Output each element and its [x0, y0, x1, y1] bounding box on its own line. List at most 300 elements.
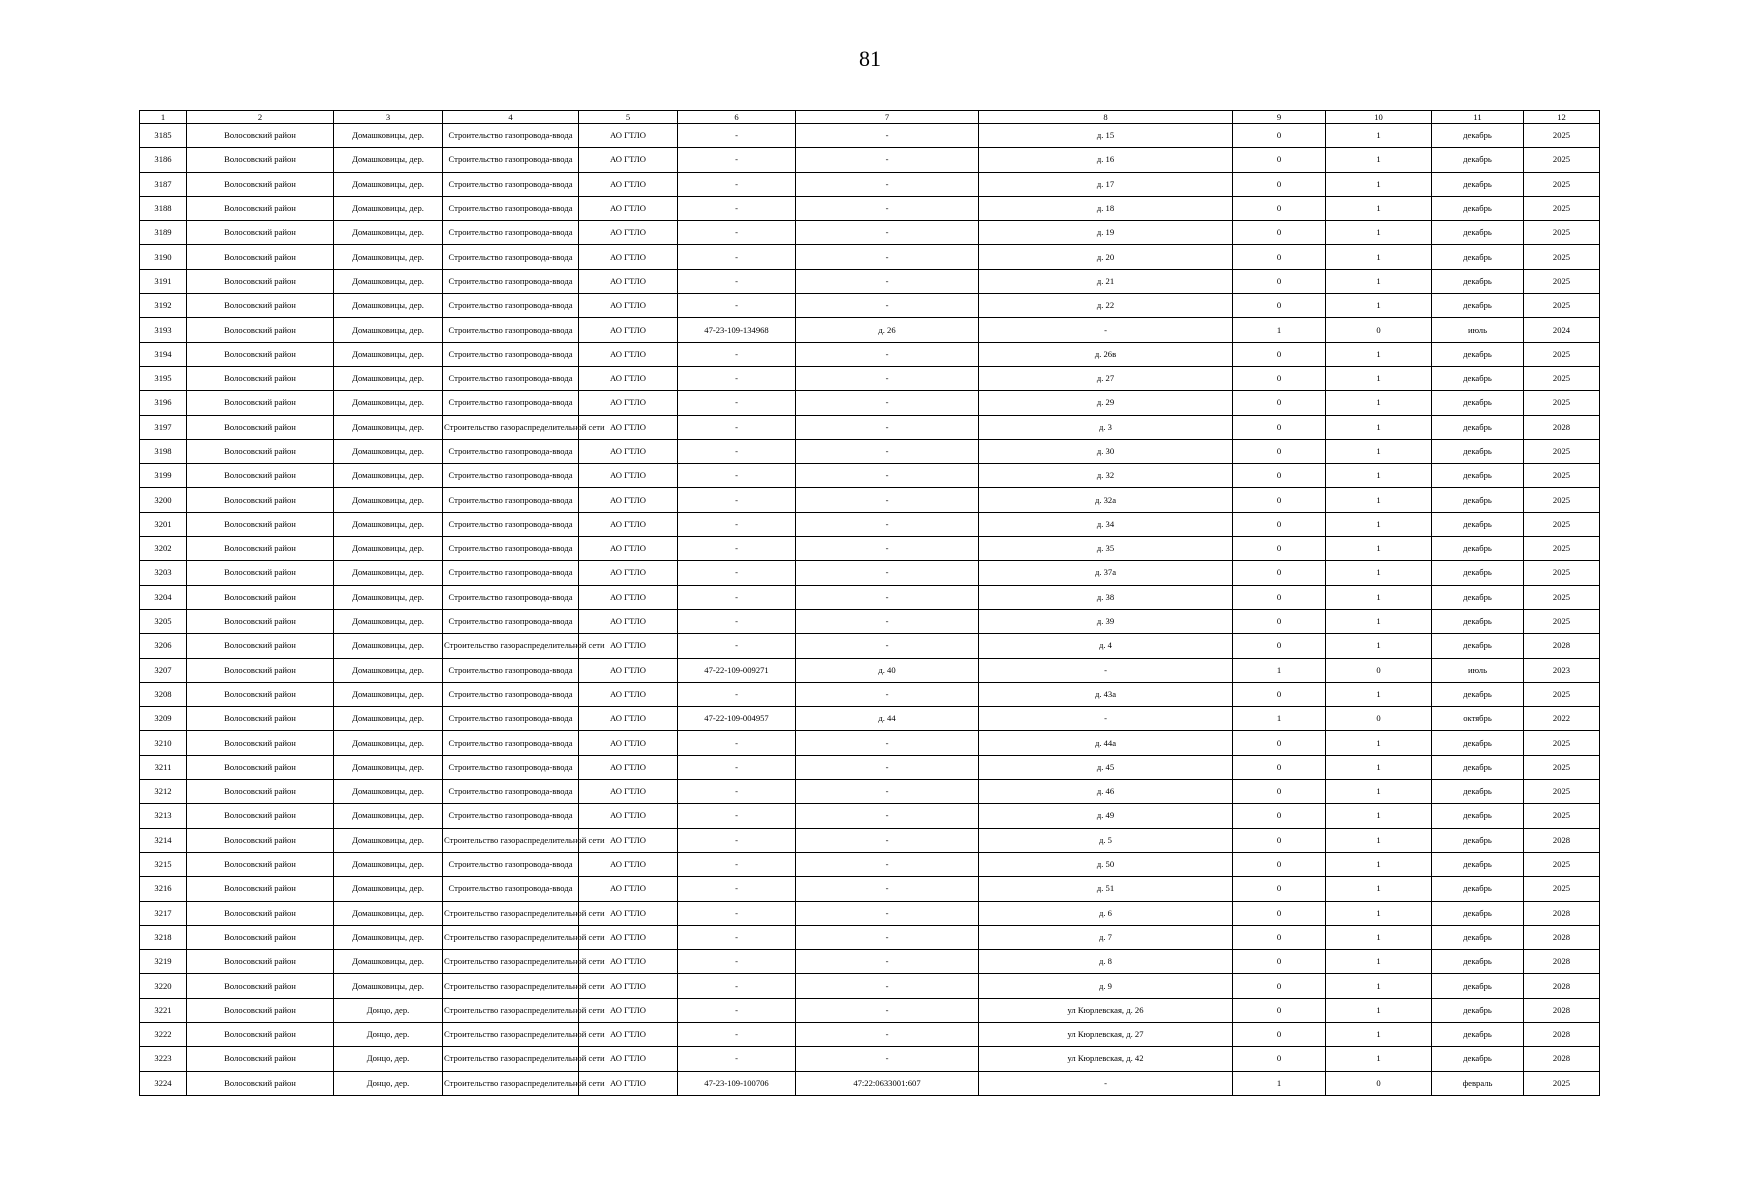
- column-header: 3: [334, 111, 443, 124]
- address-cell: д. 4: [979, 634, 1233, 658]
- work-type-cell: Строительство газораспределительной сети: [443, 901, 579, 925]
- object-cell: 47:22:0633001:607: [796, 1071, 979, 1095]
- organization-cell: АО ГТЛО: [579, 537, 678, 561]
- table-row: [140, 221, 1600, 245]
- table-row: [140, 609, 1600, 633]
- row-number-cell: 3207: [140, 658, 187, 682]
- request-number-cell: -: [678, 950, 796, 974]
- value-10-cell: 1: [1326, 537, 1432, 561]
- address-cell: д. 38: [979, 585, 1233, 609]
- organization-cell: АО ГТЛО: [579, 755, 678, 779]
- year-cell: 2028: [1524, 415, 1600, 439]
- month-cell: декабрь: [1432, 148, 1524, 172]
- column-header: 11: [1432, 111, 1524, 124]
- value-9-cell: 0: [1233, 925, 1326, 949]
- organization-cell: АО ГТЛО: [579, 634, 678, 658]
- value-10-cell: 1: [1326, 828, 1432, 852]
- request-number-cell: -: [678, 537, 796, 561]
- month-cell: декабрь: [1432, 172, 1524, 196]
- work-type-cell: Строительство газопровода-ввода: [443, 172, 579, 196]
- value-9-cell: 0: [1233, 512, 1326, 536]
- request-number-cell: -: [678, 366, 796, 390]
- month-cell: декабрь: [1432, 342, 1524, 366]
- work-type-cell: Строительство газопровода-ввода: [443, 342, 579, 366]
- row-number-cell: 3209: [140, 707, 187, 731]
- object-cell: -: [796, 950, 979, 974]
- value-9-cell: 0: [1233, 391, 1326, 415]
- row-number-cell: 3197: [140, 415, 187, 439]
- year-cell: 2023: [1524, 658, 1600, 682]
- request-number-cell: -: [678, 245, 796, 269]
- object-cell: -: [796, 415, 979, 439]
- row-number-cell: 3223: [140, 1047, 187, 1071]
- table-row: [140, 148, 1600, 172]
- address-cell: д. 8: [979, 950, 1233, 974]
- value-9-cell: 0: [1233, 950, 1326, 974]
- value-10-cell: 1: [1326, 998, 1432, 1022]
- work-type-cell: Строительство газораспределительной сети: [443, 1047, 579, 1071]
- organization-cell: АО ГТЛО: [579, 172, 678, 196]
- address-cell: д. 43а: [979, 682, 1233, 706]
- value-9-cell: 0: [1233, 342, 1326, 366]
- value-9-cell: 0: [1233, 221, 1326, 245]
- object-cell: -: [796, 439, 979, 463]
- year-cell: 2025: [1524, 488, 1600, 512]
- year-cell: 2028: [1524, 925, 1600, 949]
- object-cell: -: [796, 974, 979, 998]
- year-cell: 2024: [1524, 318, 1600, 342]
- value-9-cell: 0: [1233, 852, 1326, 876]
- district-cell: Волосовский район: [187, 172, 334, 196]
- year-cell: 2025: [1524, 245, 1600, 269]
- object-cell: -: [796, 245, 979, 269]
- value-10-cell: 1: [1326, 852, 1432, 876]
- column-header: 9: [1233, 111, 1326, 124]
- table-row: [140, 391, 1600, 415]
- request-number-cell: -: [678, 269, 796, 293]
- address-cell: д. 20: [979, 245, 1233, 269]
- work-type-cell: Строительство газопровода-ввода: [443, 780, 579, 804]
- table-row: [140, 196, 1600, 220]
- value-10-cell: 1: [1326, 148, 1432, 172]
- table-row: [140, 780, 1600, 804]
- work-type-cell: Строительство газораспределительной сети: [443, 950, 579, 974]
- year-cell: 2025: [1524, 877, 1600, 901]
- district-cell: Волосовский район: [187, 852, 334, 876]
- district-cell: Волосовский район: [187, 124, 334, 148]
- work-type-cell: Строительство газораспределительной сети: [443, 974, 579, 998]
- settlement-cell: Домашковицы, дер.: [334, 658, 443, 682]
- work-type-cell: Строительство газопровода-ввода: [443, 294, 579, 318]
- month-cell: декабрь: [1432, 196, 1524, 220]
- work-type-cell: Строительство газораспределительной сети: [443, 634, 579, 658]
- year-cell: 2025: [1524, 439, 1600, 463]
- address-cell: -: [979, 707, 1233, 731]
- district-cell: Волосовский район: [187, 682, 334, 706]
- month-cell: декабрь: [1432, 391, 1524, 415]
- year-cell: 2028: [1524, 1047, 1600, 1071]
- organization-cell: АО ГТЛО: [579, 245, 678, 269]
- value-9-cell: 0: [1233, 901, 1326, 925]
- work-type-cell: Строительство газопровода-ввода: [443, 585, 579, 609]
- organization-cell: АО ГТЛО: [579, 269, 678, 293]
- row-number-cell: 3189: [140, 221, 187, 245]
- district-cell: Волосовский район: [187, 415, 334, 439]
- data-table: [139, 110, 1600, 1096]
- district-cell: Волосовский район: [187, 828, 334, 852]
- address-cell: д. 39: [979, 609, 1233, 633]
- address-cell: д. 9: [979, 974, 1233, 998]
- column-header: 6: [678, 111, 796, 124]
- row-number-cell: 3198: [140, 439, 187, 463]
- column-header: 7: [796, 111, 979, 124]
- settlement-cell: Домашковицы, дер.: [334, 318, 443, 342]
- month-cell: декабрь: [1432, 780, 1524, 804]
- year-cell: 2025: [1524, 780, 1600, 804]
- organization-cell: АО ГТЛО: [579, 221, 678, 245]
- table-row: [140, 439, 1600, 463]
- work-type-cell: Строительство газопровода-ввода: [443, 464, 579, 488]
- year-cell: 2028: [1524, 1022, 1600, 1046]
- settlement-cell: Домашковицы, дер.: [334, 731, 443, 755]
- district-cell: Волосовский район: [187, 318, 334, 342]
- object-cell: -: [796, 755, 979, 779]
- object-cell: -: [796, 682, 979, 706]
- value-9-cell: 0: [1233, 804, 1326, 828]
- settlement-cell: Донцо, дер.: [334, 1071, 443, 1095]
- year-cell: 2025: [1524, 512, 1600, 536]
- row-number-cell: 3203: [140, 561, 187, 585]
- year-cell: 2022: [1524, 707, 1600, 731]
- work-type-cell: Строительство газопровода-ввода: [443, 658, 579, 682]
- organization-cell: АО ГТЛО: [579, 682, 678, 706]
- value-9-cell: 1: [1233, 658, 1326, 682]
- settlement-cell: Домашковицы, дер.: [334, 828, 443, 852]
- value-9-cell: 0: [1233, 269, 1326, 293]
- row-number-cell: 3211: [140, 755, 187, 779]
- column-header: 8: [979, 111, 1233, 124]
- organization-cell: АО ГТЛО: [579, 439, 678, 463]
- row-number-cell: 3212: [140, 780, 187, 804]
- table-body: [140, 124, 1600, 1096]
- month-cell: декабрь: [1432, 366, 1524, 390]
- request-number-cell: -: [678, 391, 796, 415]
- value-10-cell: 1: [1326, 561, 1432, 585]
- request-number-cell: 47-23-109-134968: [678, 318, 796, 342]
- object-cell: -: [796, 925, 979, 949]
- object-cell: -: [796, 609, 979, 633]
- table-row: [140, 512, 1600, 536]
- district-cell: Волосовский район: [187, 561, 334, 585]
- request-number-cell: -: [678, 731, 796, 755]
- address-cell: д. 51: [979, 877, 1233, 901]
- month-cell: октябрь: [1432, 707, 1524, 731]
- settlement-cell: Домашковицы, дер.: [334, 221, 443, 245]
- header-row: [140, 111, 1600, 124]
- request-number-cell: -: [678, 415, 796, 439]
- work-type-cell: Строительство газопровода-ввода: [443, 804, 579, 828]
- table-row: [140, 172, 1600, 196]
- district-cell: Волосовский район: [187, 488, 334, 512]
- work-type-cell: Строительство газораспределительной сети: [443, 415, 579, 439]
- value-9-cell: 0: [1233, 755, 1326, 779]
- object-cell: -: [796, 901, 979, 925]
- district-cell: Волосовский район: [187, 658, 334, 682]
- request-number-cell: -: [678, 124, 796, 148]
- organization-cell: АО ГТЛО: [579, 1022, 678, 1046]
- settlement-cell: Домашковицы, дер.: [334, 901, 443, 925]
- year-cell: 2025: [1524, 196, 1600, 220]
- table-row: [140, 1022, 1600, 1046]
- district-cell: Волосовский район: [187, 950, 334, 974]
- address-cell: д. 30: [979, 439, 1233, 463]
- settlement-cell: Домашковицы, дер.: [334, 439, 443, 463]
- row-number-cell: 3201: [140, 512, 187, 536]
- work-type-cell: Строительство газораспределительной сети: [443, 1022, 579, 1046]
- row-number-cell: 3208: [140, 682, 187, 706]
- district-cell: Волосовский район: [187, 221, 334, 245]
- table-row: [140, 366, 1600, 390]
- object-cell: -: [796, 780, 979, 804]
- row-number-cell: 3222: [140, 1022, 187, 1046]
- organization-cell: АО ГТЛО: [579, 609, 678, 633]
- work-type-cell: Строительство газопровода-ввода: [443, 537, 579, 561]
- object-cell: -: [796, 148, 979, 172]
- object-cell: -: [796, 537, 979, 561]
- district-cell: Волосовский район: [187, 439, 334, 463]
- value-10-cell: 1: [1326, 342, 1432, 366]
- object-cell: -: [796, 804, 979, 828]
- year-cell: 2025: [1524, 342, 1600, 366]
- organization-cell: АО ГТЛО: [579, 512, 678, 536]
- year-cell: 2025: [1524, 1071, 1600, 1095]
- organization-cell: АО ГТЛО: [579, 585, 678, 609]
- value-9-cell: 0: [1233, 634, 1326, 658]
- object-cell: -: [796, 124, 979, 148]
- row-number-cell: 3202: [140, 537, 187, 561]
- settlement-cell: Домашковицы, дер.: [334, 609, 443, 633]
- address-cell: д. 45: [979, 755, 1233, 779]
- work-type-cell: Строительство газопровода-ввода: [443, 269, 579, 293]
- year-cell: 2028: [1524, 901, 1600, 925]
- month-cell: декабрь: [1432, 488, 1524, 512]
- work-type-cell: Строительство газопровода-ввода: [443, 682, 579, 706]
- request-number-cell: -: [678, 998, 796, 1022]
- organization-cell: АО ГТЛО: [579, 901, 678, 925]
- organization-cell: АО ГТЛО: [579, 196, 678, 220]
- value-10-cell: 1: [1326, 877, 1432, 901]
- settlement-cell: Домашковицы, дер.: [334, 294, 443, 318]
- table-row: [140, 1047, 1600, 1071]
- request-number-cell: -: [678, 901, 796, 925]
- request-number-cell: 47-23-109-100706: [678, 1071, 796, 1095]
- settlement-cell: Домашковицы, дер.: [334, 755, 443, 779]
- work-type-cell: Строительство газораспределительной сети: [443, 998, 579, 1022]
- work-type-cell: Строительство газопровода-ввода: [443, 561, 579, 585]
- value-10-cell: 0: [1326, 707, 1432, 731]
- address-cell: д. 50: [979, 852, 1233, 876]
- settlement-cell: Домашковицы, дер.: [334, 342, 443, 366]
- month-cell: декабрь: [1432, 755, 1524, 779]
- address-cell: д. 22: [979, 294, 1233, 318]
- column-header: 5: [579, 111, 678, 124]
- request-number-cell: -: [678, 148, 796, 172]
- table-row: [140, 731, 1600, 755]
- row-number-cell: 3193: [140, 318, 187, 342]
- district-cell: Волосовский район: [187, 1071, 334, 1095]
- month-cell: декабрь: [1432, 537, 1524, 561]
- year-cell: 2025: [1524, 294, 1600, 318]
- row-number-cell: 3196: [140, 391, 187, 415]
- organization-cell: АО ГТЛО: [579, 366, 678, 390]
- value-9-cell: 0: [1233, 561, 1326, 585]
- value-9-cell: 0: [1233, 1047, 1326, 1071]
- settlement-cell: Домашковицы, дер.: [334, 464, 443, 488]
- value-9-cell: 0: [1233, 366, 1326, 390]
- month-cell: декабрь: [1432, 221, 1524, 245]
- object-cell: -: [796, 634, 979, 658]
- settlement-cell: Домашковицы, дер.: [334, 196, 443, 220]
- address-cell: д. 44а: [979, 731, 1233, 755]
- district-cell: Волосовский район: [187, 634, 334, 658]
- row-number-cell: 3206: [140, 634, 187, 658]
- year-cell: 2025: [1524, 609, 1600, 633]
- district-cell: Волосовский район: [187, 877, 334, 901]
- table-row: [140, 658, 1600, 682]
- row-number-cell: 3217: [140, 901, 187, 925]
- organization-cell: АО ГТЛО: [579, 877, 678, 901]
- work-type-cell: Строительство газораспределительной сети: [443, 925, 579, 949]
- value-9-cell: 0: [1233, 682, 1326, 706]
- request-number-cell: -: [678, 512, 796, 536]
- month-cell: декабрь: [1432, 245, 1524, 269]
- district-cell: Волосовский район: [187, 196, 334, 220]
- address-cell: д. 46: [979, 780, 1233, 804]
- request-number-cell: -: [678, 488, 796, 512]
- year-cell: 2025: [1524, 391, 1600, 415]
- value-9-cell: 0: [1233, 488, 1326, 512]
- month-cell: декабрь: [1432, 925, 1524, 949]
- address-cell: д. 29: [979, 391, 1233, 415]
- address-cell: д. 3: [979, 415, 1233, 439]
- object-cell: -: [796, 221, 979, 245]
- address-cell: д. 26в: [979, 342, 1233, 366]
- value-10-cell: 1: [1326, 366, 1432, 390]
- table-row: [140, 464, 1600, 488]
- address-cell: д. 6: [979, 901, 1233, 925]
- request-number-cell: -: [678, 925, 796, 949]
- row-number-cell: 3191: [140, 269, 187, 293]
- row-number-cell: 3215: [140, 852, 187, 876]
- work-type-cell: Строительство газопровода-ввода: [443, 124, 579, 148]
- work-type-cell: Строительство газопровода-ввода: [443, 707, 579, 731]
- object-cell: д. 44: [796, 707, 979, 731]
- settlement-cell: Домашковицы, дер.: [334, 537, 443, 561]
- row-number-cell: 3185: [140, 124, 187, 148]
- district-cell: Волосовский район: [187, 1022, 334, 1046]
- object-cell: -: [796, 585, 979, 609]
- value-10-cell: 1: [1326, 221, 1432, 245]
- value-10-cell: 1: [1326, 391, 1432, 415]
- work-type-cell: Строительство газопровода-ввода: [443, 609, 579, 633]
- row-number-cell: 3221: [140, 998, 187, 1022]
- year-cell: 2025: [1524, 561, 1600, 585]
- row-number-cell: 3205: [140, 609, 187, 633]
- address-cell: д. 21: [979, 269, 1233, 293]
- value-10-cell: 1: [1326, 925, 1432, 949]
- value-10-cell: 1: [1326, 415, 1432, 439]
- year-cell: 2025: [1524, 755, 1600, 779]
- value-9-cell: 0: [1233, 439, 1326, 463]
- month-cell: декабрь: [1432, 731, 1524, 755]
- object-cell: -: [796, 828, 979, 852]
- request-number-cell: -: [678, 1022, 796, 1046]
- object-cell: -: [796, 561, 979, 585]
- work-type-cell: Строительство газопровода-ввода: [443, 512, 579, 536]
- district-cell: Волосовский район: [187, 974, 334, 998]
- object-cell: -: [796, 172, 979, 196]
- value-10-cell: 1: [1326, 950, 1432, 974]
- object-cell: -: [796, 391, 979, 415]
- table-row: [140, 269, 1600, 293]
- row-number-cell: 3218: [140, 925, 187, 949]
- value-9-cell: 1: [1233, 707, 1326, 731]
- object-cell: -: [796, 731, 979, 755]
- value-9-cell: 0: [1233, 464, 1326, 488]
- address-cell: д. 16: [979, 148, 1233, 172]
- month-cell: декабрь: [1432, 609, 1524, 633]
- value-9-cell: 0: [1233, 585, 1326, 609]
- table-row: [140, 682, 1600, 706]
- year-cell: 2028: [1524, 950, 1600, 974]
- work-type-cell: Строительство газопровода-ввода: [443, 391, 579, 415]
- month-cell: декабрь: [1432, 682, 1524, 706]
- value-10-cell: 1: [1326, 682, 1432, 706]
- row-number-cell: 3204: [140, 585, 187, 609]
- address-cell: д. 5: [979, 828, 1233, 852]
- address-cell: д. 15: [979, 124, 1233, 148]
- value-9-cell: 0: [1233, 415, 1326, 439]
- district-cell: Волосовский район: [187, 366, 334, 390]
- column-header: 10: [1326, 111, 1432, 124]
- object-cell: д. 26: [796, 318, 979, 342]
- year-cell: 2025: [1524, 731, 1600, 755]
- address-cell: ул Кюрлевская, д. 42: [979, 1047, 1233, 1071]
- district-cell: Волосовский район: [187, 537, 334, 561]
- request-number-cell: -: [678, 172, 796, 196]
- value-9-cell: 1: [1233, 318, 1326, 342]
- value-9-cell: 0: [1233, 998, 1326, 1022]
- organization-cell: АО ГТЛО: [579, 925, 678, 949]
- request-number-cell: -: [678, 634, 796, 658]
- row-number-cell: 3188: [140, 196, 187, 220]
- month-cell: декабрь: [1432, 439, 1524, 463]
- settlement-cell: Донцо, дер.: [334, 1022, 443, 1046]
- settlement-cell: Домашковицы, дер.: [334, 561, 443, 585]
- row-number-cell: 3186: [140, 148, 187, 172]
- month-cell: июль: [1432, 658, 1524, 682]
- district-cell: Волосовский район: [187, 245, 334, 269]
- row-number-cell: 3210: [140, 731, 187, 755]
- request-number-cell: -: [678, 804, 796, 828]
- organization-cell: АО ГТЛО: [579, 828, 678, 852]
- table-row: [140, 245, 1600, 269]
- settlement-cell: Домашковицы, дер.: [334, 148, 443, 172]
- district-cell: Волосовский район: [187, 1047, 334, 1071]
- value-10-cell: 1: [1326, 1022, 1432, 1046]
- settlement-cell: Домашковицы, дер.: [334, 124, 443, 148]
- year-cell: 2028: [1524, 634, 1600, 658]
